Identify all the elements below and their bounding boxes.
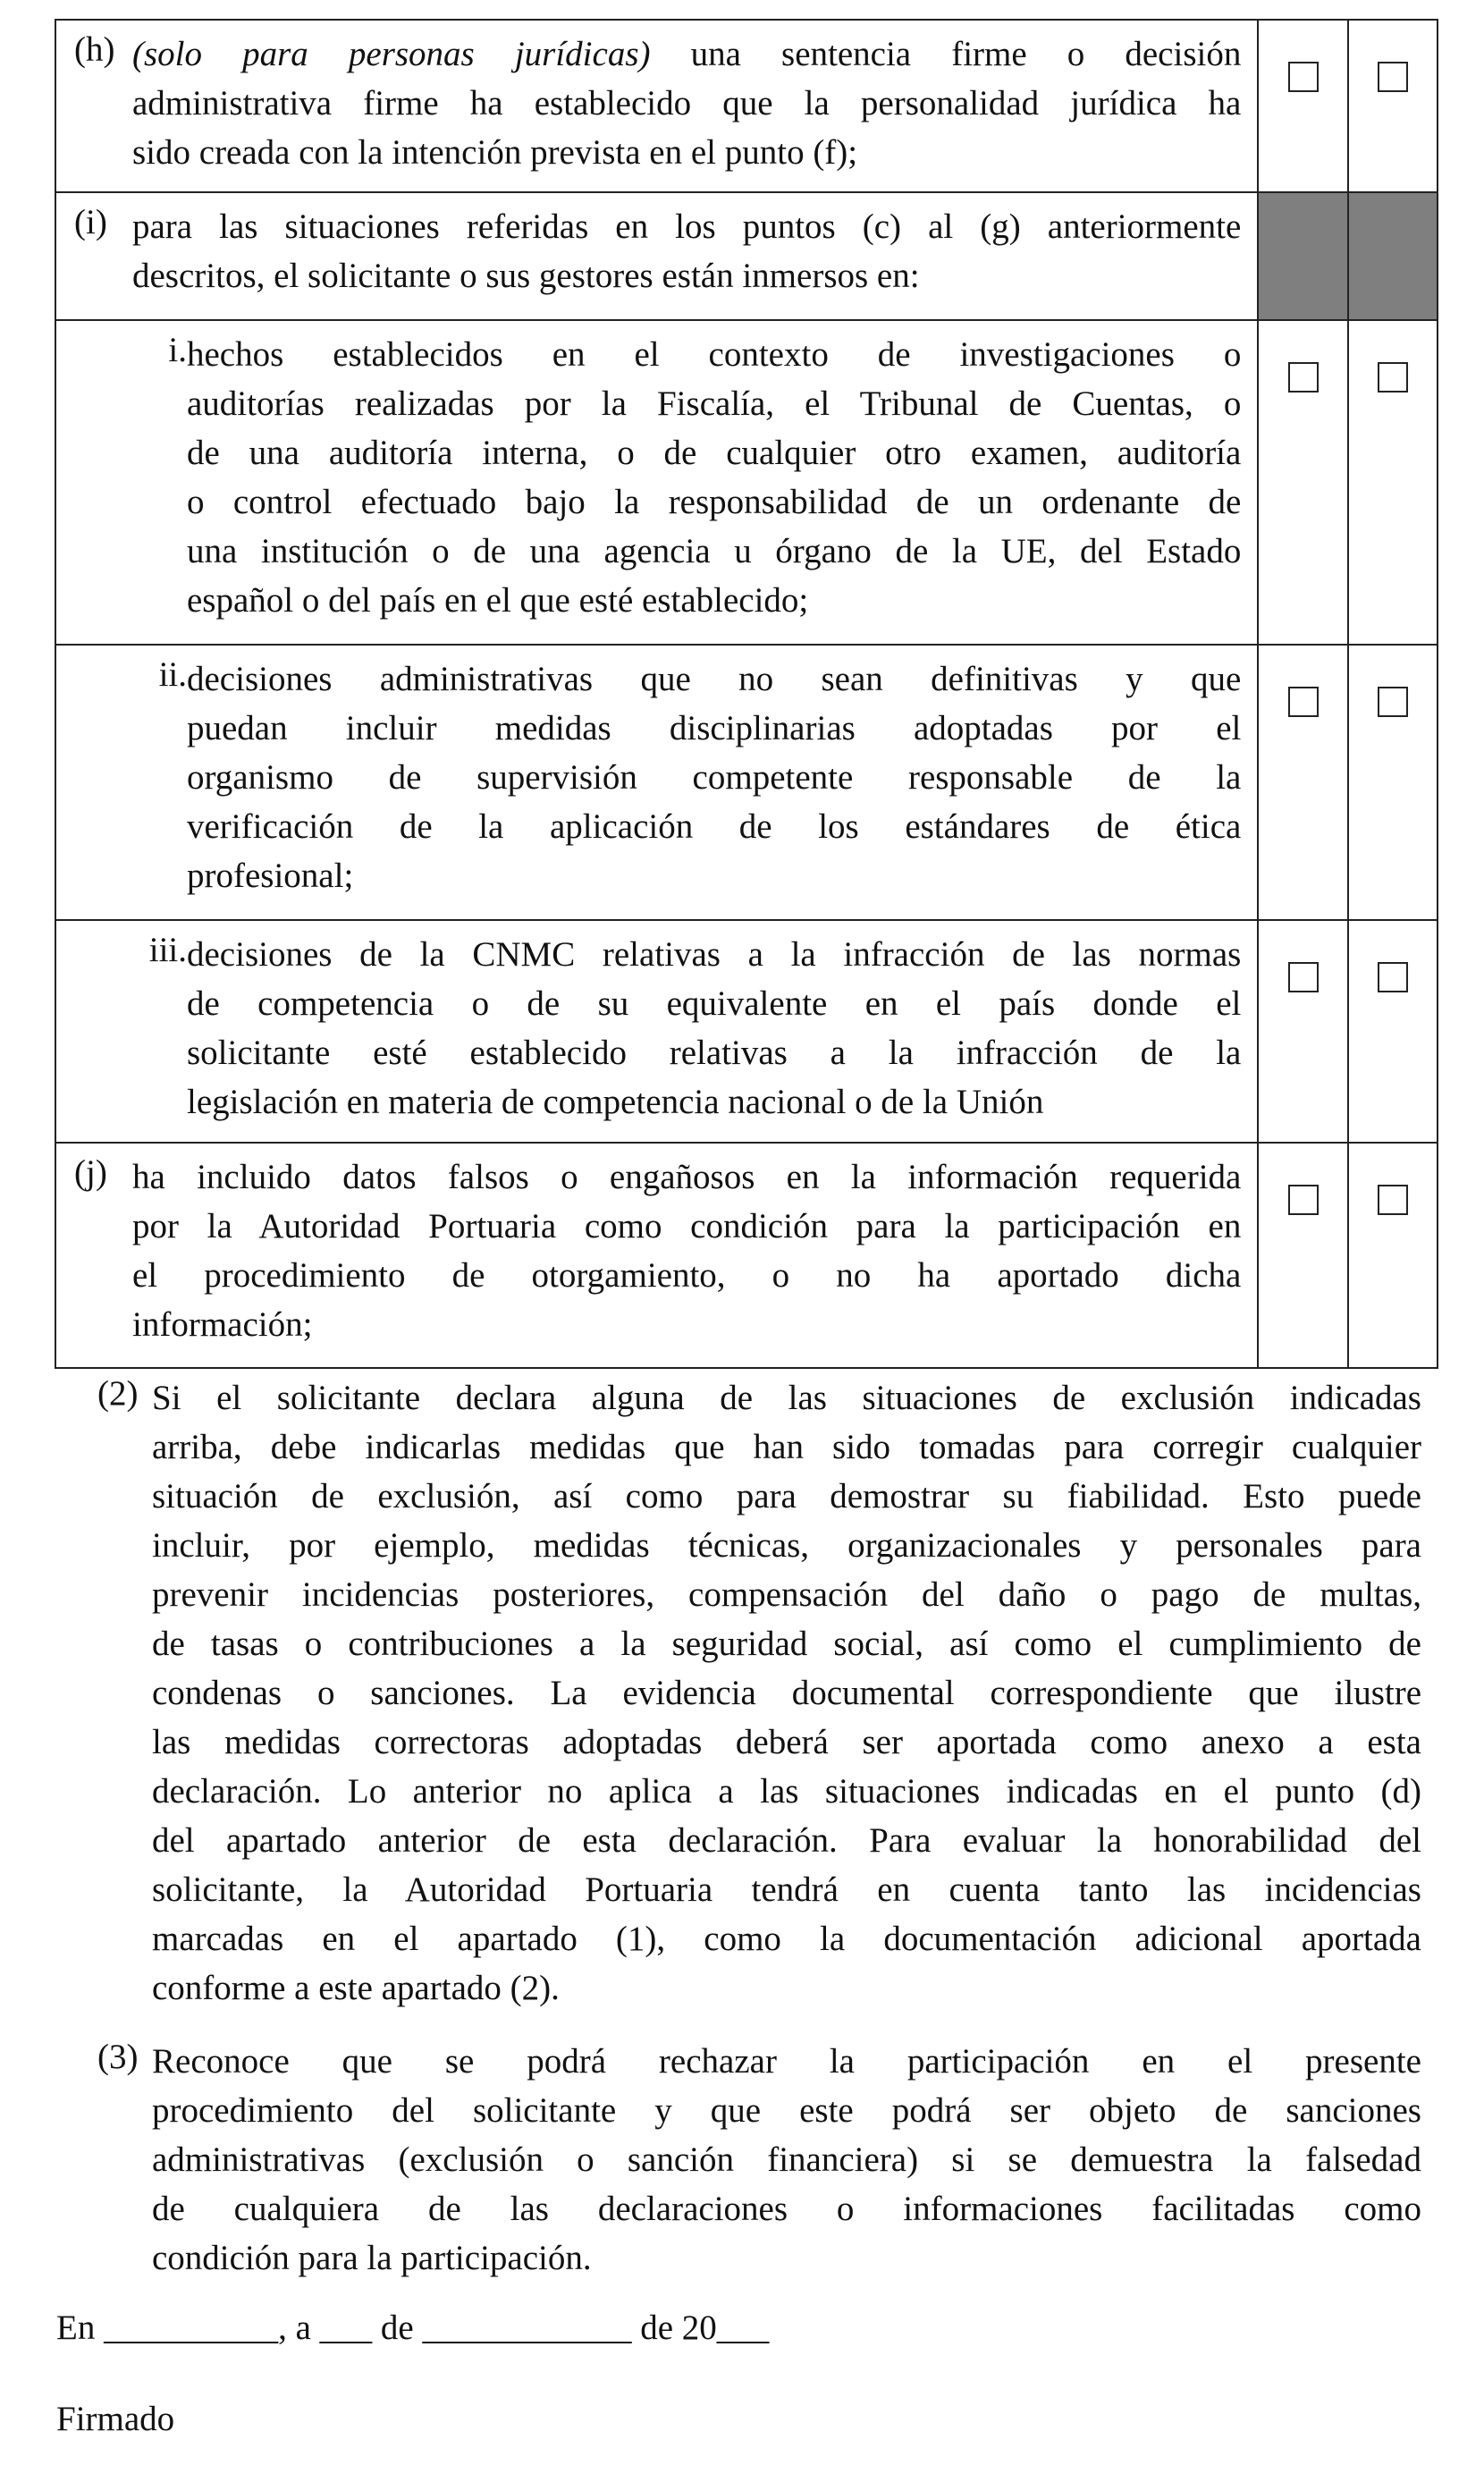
line: las medidas correctoras adoptadas deberá ser aportada como anexo a esta bbox=[152, 1723, 1421, 1761]
row-2 bbox=[56, 321, 1257, 625]
line: del apartado anterior de esta declaración. Para evaluar la honorabilidad del bbox=[152, 1821, 1421, 1860]
paragraph-3 bbox=[97, 2037, 1421, 2283]
line: auditorías realizadas por la Fiscalía, el Tribunal de Cuentas, o bbox=[187, 384, 1242, 423]
line: profesional; bbox=[187, 857, 354, 895]
line: administrativas (exclusión o sanción financiera) si se demuestra la falsedad bbox=[152, 2140, 1421, 2179]
checkbox-yes[interactable] bbox=[1288, 962, 1319, 992]
item-label: (j) bbox=[74, 1153, 107, 1192]
line: procedimiento del solicitante y que este podrá ser objeto de sanciones bbox=[152, 2091, 1421, 2130]
shaded-cell bbox=[1348, 192, 1438, 320]
line: legislación en materia de competencia nacional o de la Unión bbox=[187, 1083, 1044, 1121]
item-label: iii. bbox=[148, 931, 187, 969]
paragraph-label: (3) bbox=[97, 2038, 139, 2076]
paragraph-label: (2) bbox=[97, 1374, 139, 1413]
checkbox-no[interactable] bbox=[1378, 62, 1408, 92]
italic-note: (solo para personas jurídicas) bbox=[132, 35, 651, 73]
paragraph-2 bbox=[97, 1373, 1421, 2013]
table-row bbox=[55, 20, 1438, 192]
line: decisiones de la CNMC relativas a la infracción de las normas bbox=[187, 935, 1242, 974]
checkbox-no[interactable] bbox=[1378, 962, 1408, 992]
checkbox-yes[interactable] bbox=[1288, 1185, 1319, 1215]
line: de cualquiera de las declaraciones o informaciones facilitadas como bbox=[152, 2190, 1421, 2228]
table-row bbox=[55, 320, 1438, 645]
line: situación de exclusión, así como para demostrar su fiabilidad. Esto puede bbox=[152, 1477, 1421, 1515]
line: incluir, por ejemplo, medidas técnicas, organizacionales y personales para bbox=[152, 1526, 1421, 1565]
item-label: (h) bbox=[74, 30, 115, 69]
line: marcadas en el apartado (1), como la documentación adicional aportada bbox=[152, 1920, 1421, 1958]
shaded-cell bbox=[1258, 192, 1347, 320]
line: condición para la participación. bbox=[152, 2239, 592, 2277]
line: español o del país en el que esté establecido; bbox=[187, 581, 809, 620]
line: sido creada con la intención prevista en el punto (f); bbox=[132, 133, 858, 172]
line: declaración. Lo anterior no aplica a las situaciones indicadas en el punto (d) bbox=[152, 1772, 1421, 1811]
line: para las situaciones referidas en los puntos (c) al (g) anteriormente bbox=[132, 207, 1242, 246]
signed-label: Firmado bbox=[56, 2400, 175, 2438]
item-label: i. bbox=[168, 331, 187, 369]
line: o control efectuado bajo la responsabilidad de un ordenante de bbox=[187, 483, 1242, 521]
line: administrativa firme ha establecido que la personalidad jurídica ha bbox=[132, 84, 1242, 122]
checkbox-yes[interactable] bbox=[1288, 62, 1319, 92]
checkbox-no[interactable] bbox=[1378, 687, 1408, 717]
checkbox-no[interactable] bbox=[1378, 362, 1408, 393]
line: información; bbox=[132, 1305, 313, 1344]
checkbox-yes[interactable] bbox=[1288, 687, 1319, 717]
line: organismo de supervisión competente responsable de la bbox=[187, 758, 1242, 797]
line: descritos, el solicitante o sus gestores están inmersos en: bbox=[132, 257, 920, 295]
line: de competencia o de su equivalente en el país donde el bbox=[187, 984, 1242, 1023]
line: solicitante esté establecido relativas a la infracción de la bbox=[187, 1034, 1242, 1072]
line: por la Autoridad Portuaria como condición para la participación en bbox=[132, 1207, 1242, 1245]
checkbox-yes[interactable] bbox=[1288, 362, 1319, 393]
declaration-table bbox=[55, 19, 1438, 1369]
line: Si el solicitante declara alguna de las situaciones de exclusión indicadas bbox=[152, 1379, 1421, 1417]
line: de tasas o contribuciones a la seguridad social, así como el cumplimiento de bbox=[152, 1625, 1421, 1663]
line: verificación de la aplicación de los estándares de ética bbox=[187, 807, 1242, 846]
line: una sentencia firme o decisión bbox=[650, 35, 1242, 73]
line: conforme a este apartado (2). bbox=[152, 1969, 560, 2007]
line: decisiones administrativas que no sean definitivas y que bbox=[187, 660, 1242, 698]
table-row bbox=[55, 920, 1438, 1143]
line: condenas o sanciones. La evidencia documental correspondiente que ilustre bbox=[152, 1674, 1421, 1712]
checkbox-no[interactable] bbox=[1378, 1185, 1408, 1215]
line: ha incluido datos falsos o engañosos en la información requerida bbox=[132, 1158, 1242, 1196]
line: una institución o de una agencia u órgano de la UE, del Estado bbox=[187, 532, 1242, 570]
item-label: ii. bbox=[158, 655, 187, 694]
place-date-line: En __________, a ___ de ____________ de 20___ bbox=[56, 2309, 770, 2347]
line: prevenir incidencias posteriores, compensación del daño o pago de multas, bbox=[152, 1575, 1421, 1614]
line: de una auditoría interna, o de cualquier otro examen, auditoría bbox=[187, 434, 1242, 472]
line: puedan incluir medidas disciplinarias adoptadas por el bbox=[187, 709, 1242, 747]
item-label: (i) bbox=[74, 203, 107, 241]
table-row bbox=[55, 645, 1438, 920]
table-row bbox=[55, 1143, 1438, 1368]
line: Reconoce que se podrá rechazar la participación en el presente bbox=[152, 2042, 1421, 2081]
line: solicitante, la Autoridad Portuaria tendrá en cuenta tanto las incidencias bbox=[152, 1870, 1421, 1909]
line: el procedimiento de otorgamiento, o no ha aportado dicha bbox=[132, 1256, 1242, 1295]
table-row bbox=[55, 192, 1438, 320]
line: arriba, debe indicarlas medidas que han sido tomadas para corregir cualquier bbox=[152, 1428, 1421, 1466]
line: hechos establecidos en el contexto de investigaciones o bbox=[187, 335, 1242, 374]
